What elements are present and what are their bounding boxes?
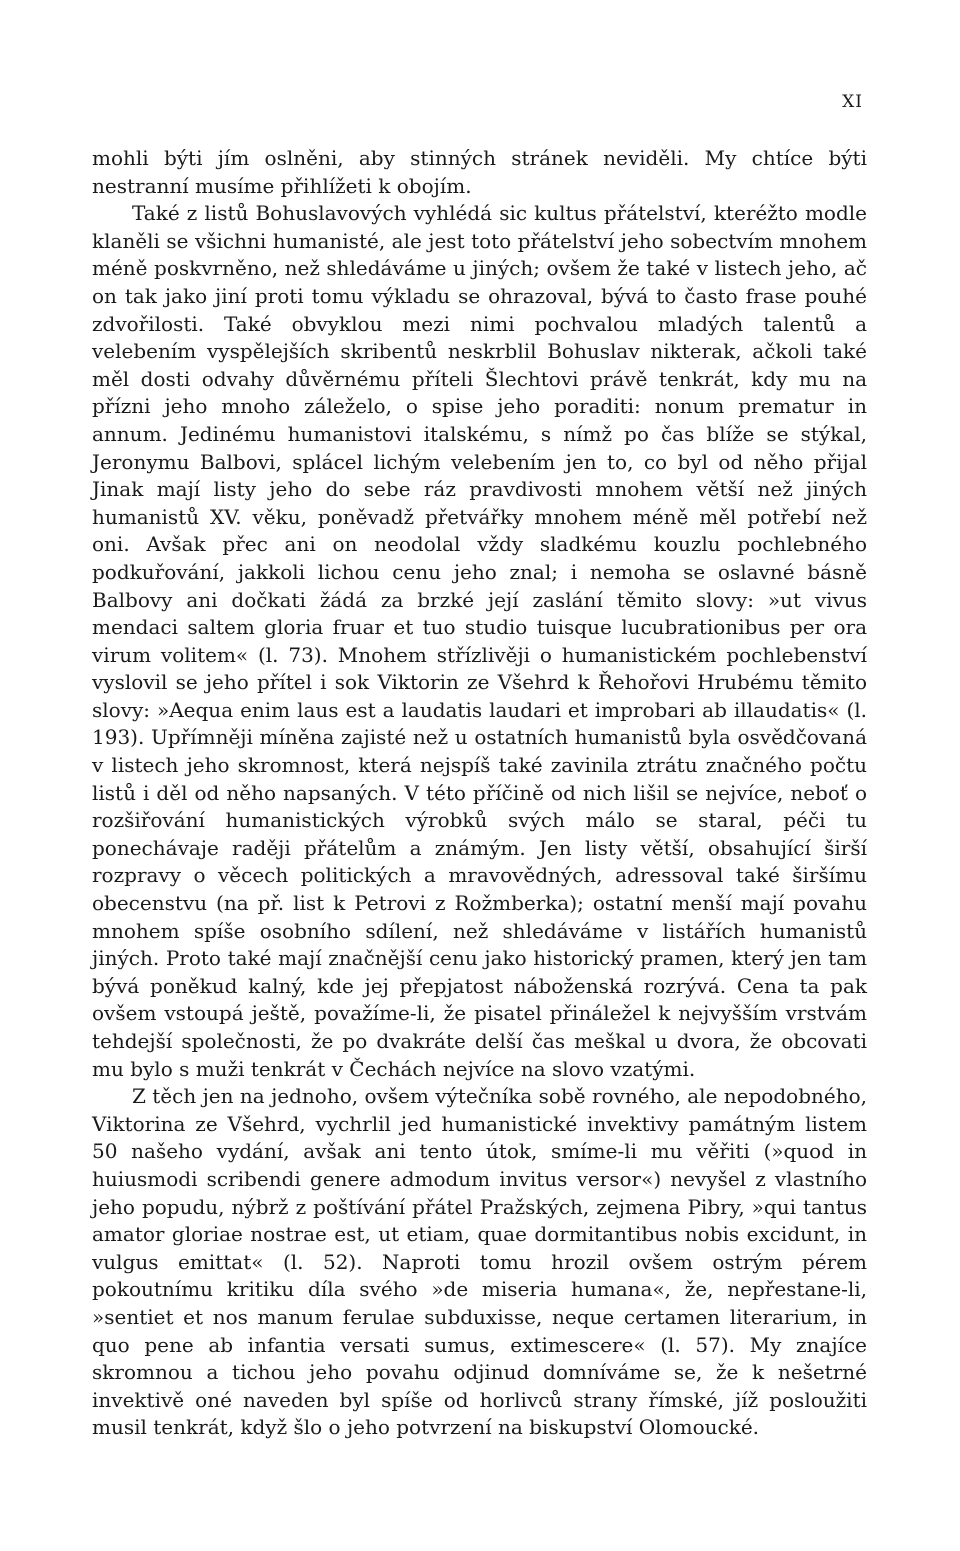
paragraph-friendship: Také z listů Bohuslavových vyhlédá sic kultus přátelství, kteréžto modle klaněli se všichni humanisté, ale jest toto přátelství jeho sobectvím mnohem méně poskvrněno, než shledáváme u jiných; ovšem že také v listech jeho, ač on tak jako jiní proti tomu výkladu se ohrazoval, bývá to často frase pouhé zdvořilosti. Také obvyklou mezi nimi pochvalou mladých talentů a velebením vyspělejších skribentů neskrblil Bohuslav nikterak, ačkoli také měl dosti odvahy důvěrnému příteli Šlechtovi právě tenkrát, kdy mu na přízni jeho mnoho záleželo, o spise jeho poraditi: nonum prematur in annum. Jedinému humanistovi italskému, s nímž po čas blíže se stýkal, Jeronymu Balbovi, splácel lichým velebením jen to, co byl od něho přijal Jinak mají listy jeho do sebe ráz pravdivosti mnohem větší než jiných humanistů XV. věku, poněvadž přetvářky mnohem méně měl potřebí než oni. Avšak přec ani on neodolal vždy sladkému kouzlu pochlebného podkuřování, jakkoli lichou cenu jeho znal; i nemoha se oslavné básně Balbovy ani dočkati žádá za brzké její zaslání těmito slovy: »ut vivus mendaci saltem gloria fruar et tuo studio tuisque lucubrationibus per ora virum volitem« (l. 73). Mnohem střízlivěji o humanistickém pochlebenství vyslovil se jeho přítel i sok Viktorin ze Všehrd k Řehořovi Hrubému těmito slovy: »Aequa enim laus est a laudatis laudari et improbari ab illaudatis« (l. 193). Upřímněji míněna zajisté než u ostatních humanistů byla osvědčovaná v listech jeho skromnost, která nejspíš také zavinila ztrátu značného počtu listů i děl od něho napsaných. V této příčině od nich lišil se nejvíce, neboť o rozšiřování humanistických výrobků svých málo se staral, péči tu ponechávaje raději přátelům a známým. Jen listy větší, obsahující širší rozpravy o věcech politických a mravovědných, adressoval také širšímu obecenstvu (na př. list k Petrovi z Rožmberka); ostatní menší mají povahu mnohem spíše osobního sdílení, než shledáváme v listářích humanistů jiných. Proto také mají značnější cenu jako historický pramen, který jen tam bývá poněkud kalný, kde jej přepjatost náboženská rozrývá. Cena ta pak ovšem vstoupá ještě, považíme-li, že pisatel přináležel k nejvyšším vrstvám tehdejší společnosti, že po dvakráte delší čas meškal u dvora, že obcovati mu bylo s muži tenkrát v Čechách nejvíce na slovo vzatými.	[92, 201, 867, 1081]
paragraph-invective: Z těch jen na jednoho, ovšem výtečníka sobě rovného, ale nepodobného, Viktorina ze Všehrd, vychrlil jed humanistické invektivy památným listem 50 našeho vydání, avšak ani tento útok, smíme-li mu věřiti (»quod in huiusmodi scribendi genere admodum invitus versor«) nevyšel z vlastního jeho popudu, nýbrž z poštívání přátel Pražských, zejmena Pibry, »qui tantus amator gloriae nostrae est, ut etiam, quae dormitantibus nobis excidunt, in vulgus emittat« (l. 52). Naproti tomu hrozil ovšem ostrým pérem pokoutnímu kritiku díla svého »de miseria humana«, že, nepřestane-li, »sentiet et nos manum ferulae subduxisse, neque certamen literarium, in quo pene ab infantia versati sumus, extimescere« (l. 57). My znajíce skromnou a tichou jeho povahu odjinud domníváme se, že k nešetrné invektivě oné naveden byl spíše od horlivců strany římské, jíž posloužiti musil tenkrát, když šlo o jeho potvrzení na biskupství Olomoucké.	[92, 1084, 867, 1440]
page-number: XI	[842, 92, 863, 112]
body-text	[92, 145, 867, 1442]
paragraph-continuation: mohli býti jím oslněni, aby stinných stránek neviděli. My chtíce býti nestranní musíme přihlížeti k obojím.	[92, 146, 867, 198]
